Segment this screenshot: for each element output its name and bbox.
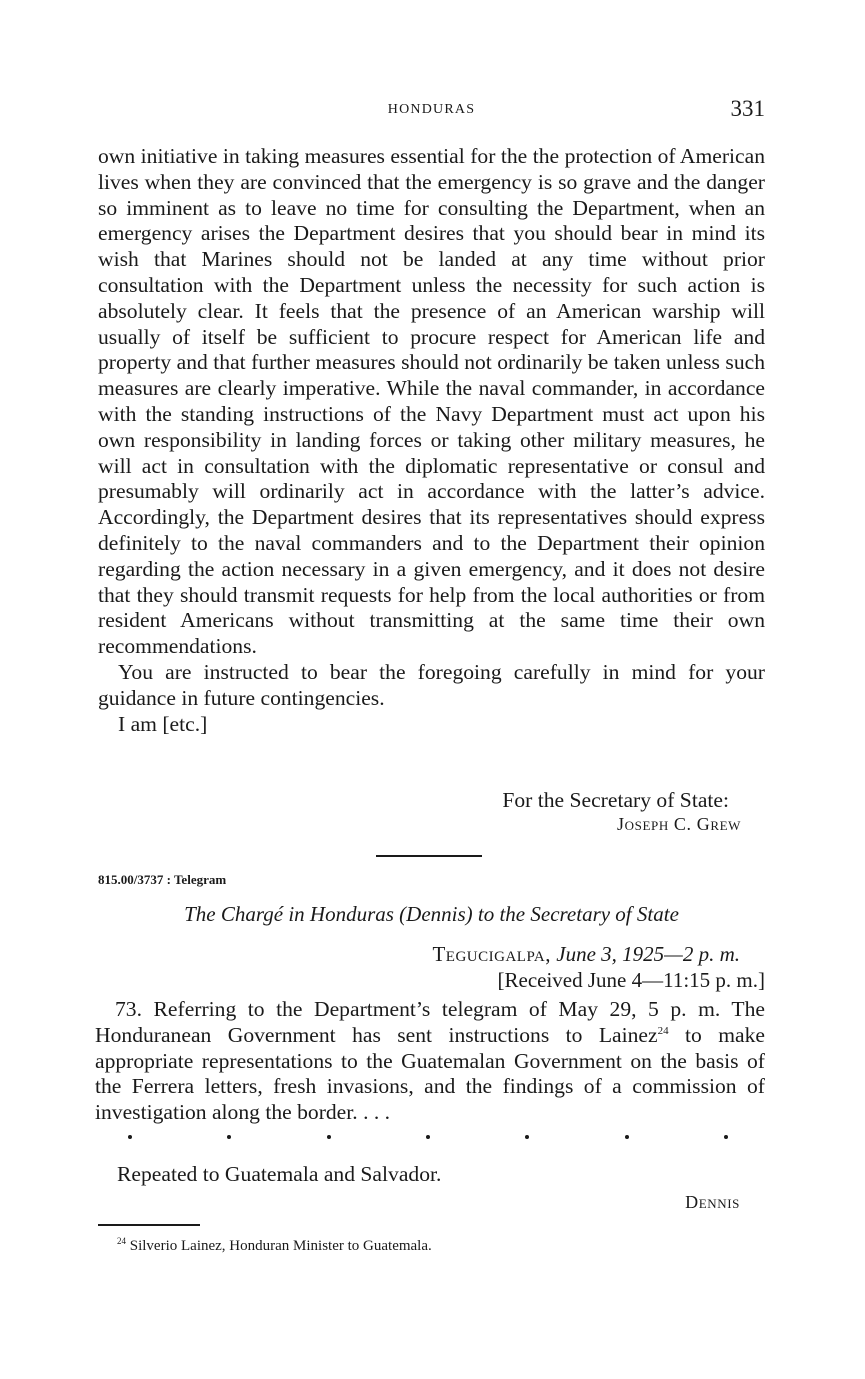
dateline-place: Tegucigalpa, xyxy=(432,942,552,966)
telegram-body xyxy=(95,997,765,1126)
dot xyxy=(128,1135,132,1139)
telegram-paragraph xyxy=(95,997,765,1126)
running-head: HONDURAS xyxy=(387,102,476,117)
telegram-text-start: 73. Referring to the Department’s telegram of May 29, 5 p. m. The Honduranean Government has sent instructions to Lainez xyxy=(95,997,765,1047)
continued-paragraph: own initiative in taking measures essential for the the protection of American lives when they are convinced that the emergency is so grave and the danger so imminent as to leave no time for consulting the Department, when an emergency arises the Department desires that you should bear in mind its wish that Marines should not be landed at any time without prior consultation with the Department unless the necessity for such action is absolutely clear. It feels that the presence of an American warship will usually of itself be sufficient to procure respect for American life and property and that further measures should not ordinarily be taken unless such measures are clearly imperative. While the naval commander, in accordance with the standing instructions of the Navy Department must act upon his own responsibility in landing forces or taking other military measures, he will act in consultation with the diplomatic representative or consul and presumably will ordinarily act in accordance with the latter’s advice. Accordingly, the Department desires that its representatives should express definitely to the naval commanders and to the Department their opinion regarding the action necessary in a given emergency, and it does not desire that they should transmit requests for help from the local authorities or from resident Americans without transmitting at the same time their own recommendations. xyxy=(98,144,765,659)
dot xyxy=(327,1135,331,1139)
dot xyxy=(724,1135,728,1139)
salutation: I am [etc.] xyxy=(118,711,208,736)
page-number: 331 xyxy=(730,96,765,121)
footnote-text: Silverio Lainez, Honduran Minister to Guatemala. xyxy=(129,1238,432,1254)
file-reference: 815.00/3737 : Telegram xyxy=(98,872,227,887)
document-heading: The Chargé in Honduras (Dennis) to the Secretary of State xyxy=(184,902,679,926)
page-header xyxy=(98,96,765,126)
dateline xyxy=(432,942,740,967)
signer-name: Joseph C. Grew xyxy=(617,814,741,834)
footnote xyxy=(117,1238,432,1255)
footnote-number: 24 xyxy=(117,1236,126,1246)
dot xyxy=(227,1135,231,1139)
telegram-signer: Dennis xyxy=(685,1192,740,1212)
section-divider xyxy=(376,855,482,857)
instruction-paragraph: You are instructed to bear the foregoing carefully in mind for your guidance in future contingencies. xyxy=(98,659,765,710)
dot xyxy=(525,1135,529,1139)
dot xyxy=(426,1135,430,1139)
repeated-line: Repeated to Guatemala and Salvador. xyxy=(117,1162,442,1186)
closing-block xyxy=(98,788,765,838)
footnote-reference[interactable]: 24 xyxy=(657,1024,669,1037)
footnote-rule xyxy=(98,1224,200,1226)
dot xyxy=(625,1135,629,1139)
dateline-date: June 3, 1925—2 p. m. xyxy=(556,942,740,966)
received-line: [Received June 4—11:15 p. m.] xyxy=(497,968,765,992)
closing-line: For the Secretary of State: xyxy=(502,788,729,812)
letter-body xyxy=(98,144,765,737)
omission-dots xyxy=(128,1135,728,1139)
telegram-text-end: to make appropriate representations to the Guatemalan Government on the basis of the Ferrera letters, fresh invasions, and the findings of a commission of investigation along the border. . . . xyxy=(95,1022,765,1125)
